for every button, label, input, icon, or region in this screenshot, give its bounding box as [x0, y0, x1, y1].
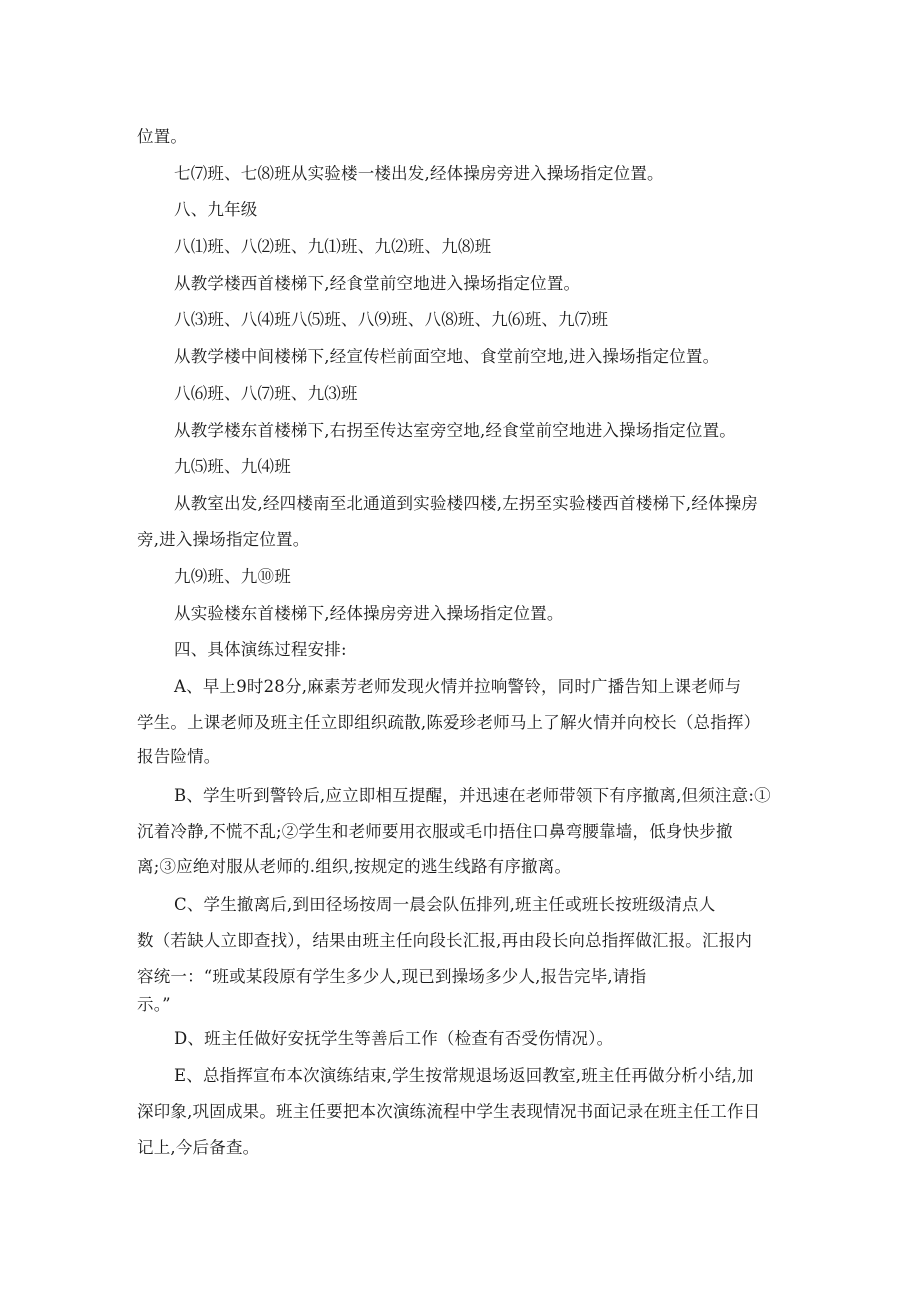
text-line: 八⑹班、八⑺班、九⑶班 — [174, 384, 358, 403]
text-line: 离;③应绝对服从老师的.组织,按规定的逃生线路有序撤离。 — [137, 857, 572, 876]
text-line: 深印象,巩固成果。班主任要把本次演练流程中学生表现情况书面记录在班主任工作日 — [137, 1102, 761, 1121]
text-line: 九⑼班、九⑩班 — [174, 567, 291, 586]
text-line: C、学生撤离后,到田径场按周一晨会队伍排列,班主任或班长按班级清点人 — [174, 895, 716, 914]
text-line: 记上,今后备查。 — [137, 1138, 260, 1157]
text-line: 学生。上课老师及班主任立即组织疏散,陈爱珍老师马上了解火情并向校长（总指挥） — [137, 713, 761, 732]
text-line: D、班主任做好安抚学生等善后工作（检查有否受伤情况）。 — [174, 1029, 614, 1048]
text-line: 容统一：“班或某段原有学生多少人,现已到操场多少人,报告完毕,请指 — [137, 967, 647, 986]
text-line: 八⑴班、八⑵班、九⑴班、九⑵班、九⑻班 — [174, 237, 492, 256]
text-line: 数（若缺人立即查找），结果由班主任向段长汇报,再由段长向总指挥做汇报。汇报内 — [137, 931, 753, 950]
text-line: 沉着冷静,不慌不乱;②学生和老师要用衣服或毛巾捂住口鼻弯腰靠墙，低身快步撤 — [137, 822, 733, 841]
text-line: 从教学楼东首楼梯下,右拐至传达室旁空地,经食堂前空地进入操场指定位置。 — [174, 421, 736, 440]
text-line: A、早上9时28分,麻素芳老师发现火情并拉响警铃，同时广播告知上课老师与 — [174, 677, 742, 696]
text-line: 位置。 — [137, 127, 188, 146]
text-line: 旁,进入操场指定位置。 — [137, 530, 310, 549]
section-heading: 四、具体演练过程安排: — [174, 640, 347, 659]
section-heading: 八、九年级 — [174, 200, 258, 219]
text-line: 九⑸班、九⑷班 — [174, 457, 291, 476]
text-line: 报告险情。 — [137, 747, 221, 766]
text-line: 七⑺班、七⑻班从实验楼一楼出发,经体操房旁进入操场指定位置。 — [174, 164, 664, 183]
text-line: 从实验楼东首楼梯下,经体操房旁进入操场指定位置。 — [174, 604, 564, 623]
text-line: 示。” — [137, 995, 171, 1014]
text-line: 从教学楼中间楼梯下,经宣传栏前面空地、食堂前空地,进入操场指定位置。 — [174, 347, 720, 366]
text-line: E、总指挥宣布本次演练结束,学生按常规退场返回教室,班主任再做分析小结,加 — [174, 1066, 754, 1085]
text-line: B、学生听到警铃后,应立即相互提醒，并迅速在老师带领下有序撤离,但须注意:① — [174, 786, 771, 805]
text-line: 八⑶班、八⑷班八⑸班、八⑼班、八⑻班、九⑹班、九⑺班 — [174, 310, 609, 329]
text-line: 从教室出发,经四楼南至北通道到实验楼四楼,左拐至实验楼西首楼梯下,经体操房 — [174, 494, 759, 513]
text-line: 从教学楼西首楼梯下,经食堂前空地进入操场指定位置。 — [174, 274, 581, 293]
